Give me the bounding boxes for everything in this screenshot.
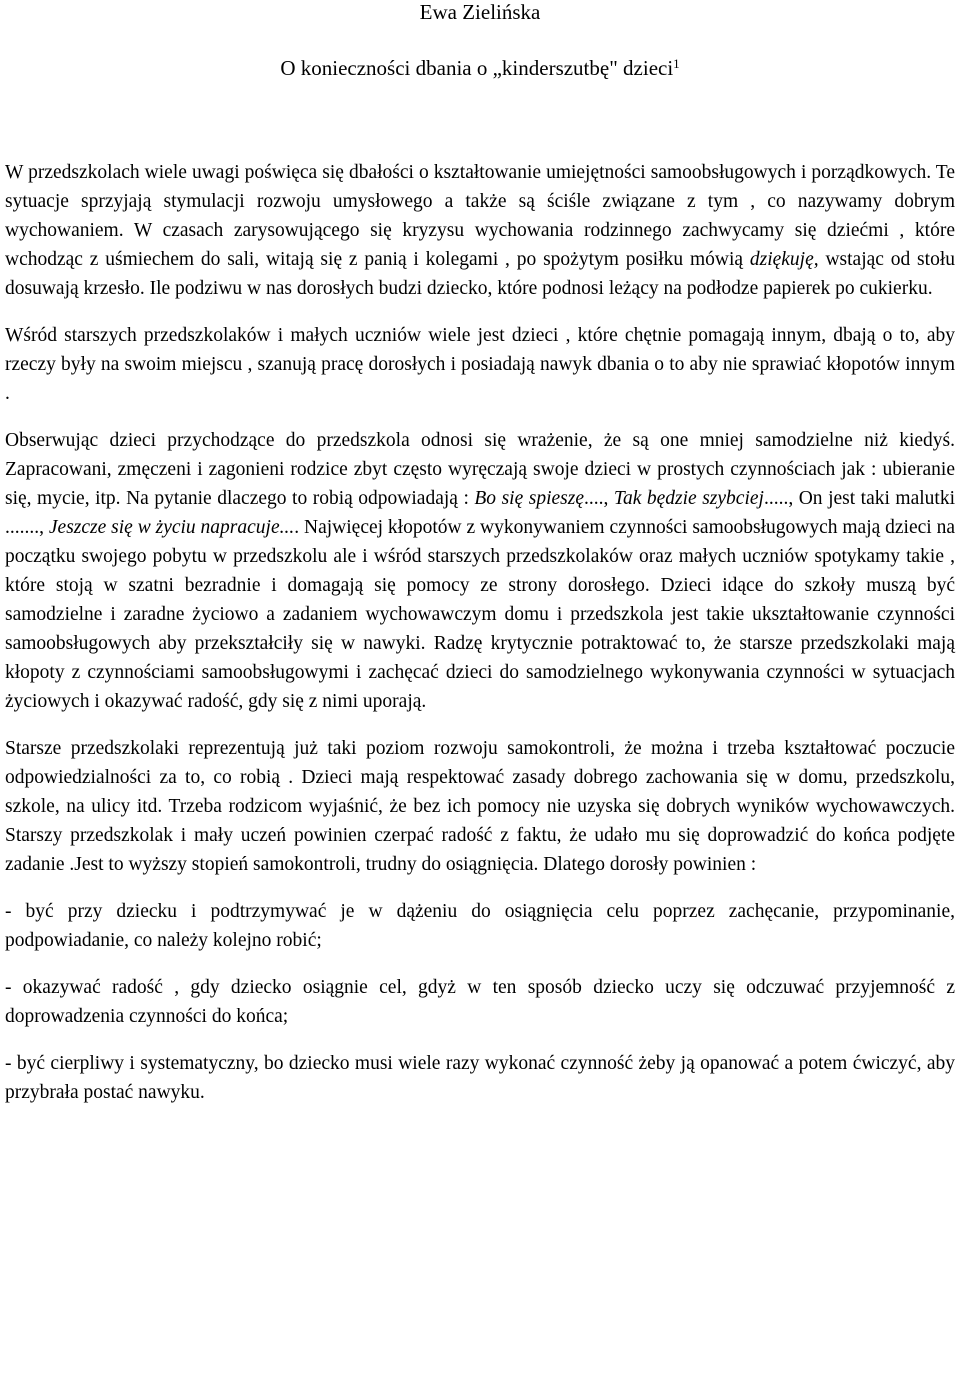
document-title-text: O konieczności dbania o „kinderszutbę" dzieci [280,56,674,80]
paragraph-3-quote-3: Jeszcze się w życiu napracuje... [48,517,295,538]
paragraph-3-part-7: . Najwięcej kłopotów z wykonywaniem czynności samoobsługowych mają dzieci na początku swojego pobytu w przedszkolu ale i wśród starszych przedszkolaków oraz małych uczniów spotykamy takie , które stoją w szatni bezradnie i domagają się pomocy ze strony dorosłego. Dzieci idące do szkoły muszą być samodzielne i zaradne życiowo a zadaniem wychowawczym domu i przedszkola jest takie ukształtowanie czynności samoobsługowych aby przekształciły się w nawyki. Radzę krytycznie potraktować to, że starsze przedszkolaki mają kłopoty z czynnościami samoobsługowymi i zachęcać dzieci do samodzielnego wykonywania czynności w sytuacjach życiowych i okazywać radość, gdy się z nimi uporają. [5,517,955,712]
paragraph-4: Starsze przedszkolaki reprezentują już taki poziom rozwoju samokontroli, że można i trzeba kształtować poczucie odpowiedzialności za to, co robią . Dzieci mają respektować zasady dobrego zachowania się w domu, przedszkolu, szkole, na ulicy itd. Trzeba rodzicom wyjaśnić, że bez ich pomocy nie uzyska się dobrych wyników wychowawczych. Starszy przedszkolak i mały uczeń powinien czerpać radość z faktu, że udało mu się doprowadzić do końca podjęte zadanie .Jest to wyższy stopień samokontroli, trudny do osiągnięcia. Dlatego dorosły powinien : [5,738,955,875]
paragraph-1-italic: dziękuję, [749,249,819,270]
list-item-3: - być cierpliwy i systematyczny, bo dziecko musi wiele razy wykonać czynność żeby ją opanować a potem ćwiczyć, aby przybrała postać nawyku. [5,1053,955,1103]
author-name: Ewa Zielińska [419,0,541,24]
paragraph-3-part-1: Obserwując dzieci przychodzące do przedszkola odnosi się wrażenie, że są one mniej samodzielne niż kiedyś. Zapracowani, zmęczeni i zagonieni rodzice zbyt często wyręczają swoje dzieci w prostych czynnościach jak : ubieranie się, mycie, itp. Na pytanie dlaczego to robią odpowiadają : [5,430,955,509]
paragraph-3-quote-1: Bo się spieszę [474,488,584,509]
list-item-2: - okazywać radość , gdy dziecko osiągnie cel, gdyż w ten sposób dziecko uczy się odczuwać przyjemność z doprowadzenia czynności do końca; [5,977,955,1027]
paragraph-3-quote-2: Tak będzie szybciej [613,488,764,509]
paragraph-1-part-1: W przedszkolach wiele uwagi poświęca się dbałości o kształtowanie umiejętności samoobsługowych i porządkowych. Te sytuacje sprzyjają stymulacji rozwoju umysłowego a także są ściśle związane z tym , co nazywamy dobrym wychowaniem. W czasach zarysowującego się kryzysu wychowania rodzinnego zachwycamy się dziećmi , które wchodząc z uśmiechem do sali, witają się z panią i kolegami , po spożytym posiłku mówią [5,162,955,270]
paragraph-3 [5,426,955,716]
footnote-marker: 1 [673,56,680,71]
paragraph-1 [5,158,955,303]
paragraph-2: Wśród starszych przedszkolaków i małych uczniów wiele jest dzieci , które chętnie pomagają innym, dbają o to, aby rzeczy były na swoim miejscu , szanują pracę dorosłych i posiadają nawyk dbania o to aby nie sprawiać kłopotów innym . [5,325,955,404]
paragraph-3-part-5: ....., On jest taki malutki ......., [5,488,955,538]
document-page [5,0,955,1107]
document-title [5,55,955,81]
list-item-1: - być przy dziecku i podtrzymywać je w dążeniu do osiągnięcia celu poprzez zachęcanie, przypominanie, podpowiadanie, co należy kolejno robić; [5,901,955,951]
paragraph-3-part-3: ...., [584,488,614,509]
paragraph-1-part-3: wstając od stołu dosuwają krzesło. Ile podziwu w nas dorosłych budzi dziecko, które podnosi leżący na podłodze papierek po cukierku. [5,249,955,299]
